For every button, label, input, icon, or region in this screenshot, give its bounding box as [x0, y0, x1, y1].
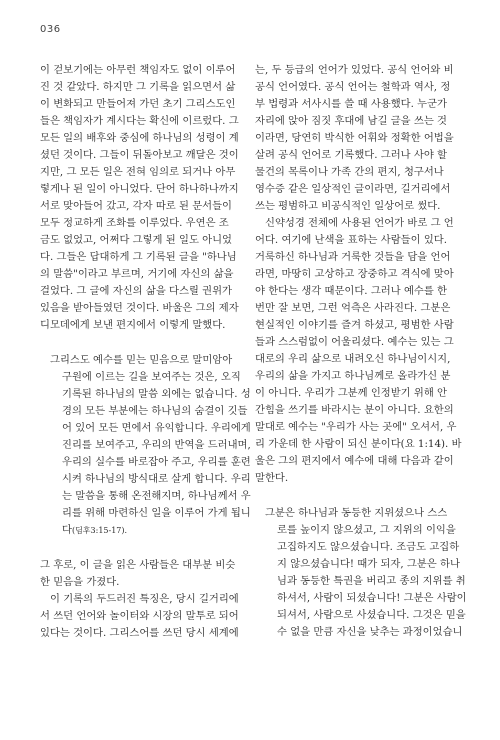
- text-line: 이 기록의 두드러진 특징은, 당시 길거리에: [50, 593, 239, 605]
- text-line: 거룩하신 하나님과 거룩한 것들을 담을 언어: [255, 251, 451, 263]
- text-line: 디모데에게 보낸 편지에서 이렇게 말했다.: [40, 319, 226, 331]
- text-line: 살려 공식 언어로 기록했다. 그러나 사야 할: [255, 149, 448, 161]
- text-line: 물건의 목록이나 가족 간의 편지, 청구서나: [255, 166, 444, 178]
- quote-line: [40, 522, 232, 539]
- text-line: 서로 맞아들어 갔고, 각자 따로 된 문서들이: [40, 200, 233, 212]
- text-line: 야 한다는 생각 때문이다. 그러나 예수를 한: [255, 285, 448, 297]
- left-column: [40, 62, 251, 642]
- quote-line: 하셔서, 사람이 되셨습니다! 그분은 사람이: [277, 592, 467, 604]
- text-line: 셨던 것이다. 그들이 뒤돌아보고 깨달은 것이: [40, 149, 239, 161]
- text-line: 있다는 것이다. 그리스어를 쓰던 당시 세계에: [40, 627, 239, 639]
- text-line: 들은 책임자가 계시다는 확신에 이르렀다. 그: [40, 115, 239, 127]
- text-line: 이 아니다. 우리가 그분께 인정받기 위해 안: [255, 387, 448, 399]
- text-line: 대로의 우리 삶으로 내려오신 하나님이시지,: [255, 353, 451, 365]
- text-line: 쓰는 평범하고 비공식적인 일상어로 썼다.: [255, 200, 441, 212]
- text-line: 리 가운데 한 사람이 되신 분이다(요 1:14). 바: [255, 438, 462, 450]
- quote-line: 는 말씀을 통해 온전해지며, 하나님께서 우: [62, 490, 251, 502]
- text-line: 이라면, 당연히 박식한 어휘와 정확한 어법을: [255, 132, 454, 144]
- right-paragraph-2: [255, 215, 462, 487]
- text-line: 모든 일의 배후와 중심에 하나님의 성령이 계: [40, 132, 239, 144]
- quote-line: 어 있어 모든 면에서 유익합니다. 우리에게: [62, 422, 251, 434]
- text-line: 라면, 마땅히 고상하고 장중하고 격식에 맞아: [255, 268, 454, 280]
- quote-line: 진리를 보여주고, 우리의 반역을 드러내며,: [62, 439, 251, 451]
- page-number: 036: [40, 24, 61, 35]
- quote-line: 시켜 하나님의 방식대로 살게 합니다. 우리: [62, 473, 251, 485]
- text-line: 렇게나 된 일이 아니었다. 단어 하나하나까지: [40, 183, 239, 195]
- text-line: 모두 정교하게 조화를 이루었다. 우연은 조: [40, 217, 229, 229]
- text-line: 우리의 삶을 가지고 하나님께로 올라가신 분: [255, 370, 451, 382]
- text-line: 그 후로, 이 글을 읽은 사람들은 대부분 비슷: [40, 559, 236, 571]
- quote-line: 고집하지도 않으셨습니다. 조금도 고집하: [277, 541, 460, 553]
- left-block-quote: [40, 352, 251, 539]
- text-line: 의 말씀"이라고 부르며, 거기에 자신의 삶을: [40, 268, 234, 280]
- text-line: 다. 그들은 답대하게 그 기록된 글을 "하나님: [40, 251, 237, 263]
- left-paragraph-1: [40, 62, 239, 334]
- left-paragraph-2: [40, 557, 239, 642]
- quote-line: 그리스도 예수를 믿는 믿음으로 말미암아: [50, 354, 233, 366]
- text-line: 간힘을 쓰기를 바라시는 분이 아니다. 요한의: [255, 404, 454, 416]
- text-line: 현실적인 이야기를 즐겨 하셨고, 평범한 사람: [255, 319, 454, 331]
- text-line: 부 법령과 서사시를 쓸 때 사용했다. 누군가: [255, 98, 448, 110]
- text-line: 있음을 받아들였던 것이다. 바울은 그의 제자: [40, 302, 239, 314]
- quote-line: 리를 위해 마련하신 일을 이루어 가게 됩니: [62, 507, 251, 519]
- text-line: 번만 잘 보면, 그런 억측은 사라진다. 그분은: [255, 302, 451, 314]
- text-line: 서 쓰던 언어와 놀이터와 시장의 말투로 되어: [40, 610, 239, 622]
- quote-line: 구원에 이르는 길을 보여주는 것은, 오직: [62, 371, 241, 383]
- quote-line: 경의 모든 부분에는 하나님의 숨결이 깃들: [62, 405, 248, 417]
- text-line: 영수증 같은 일상적인 글이라면, 길거리에서: [255, 183, 451, 195]
- text-line: 들과 스스럼없이 어울리셨다. 예수는 있는 그: [255, 336, 454, 348]
- text-line: 한 믿음을 가졌다.: [40, 576, 120, 588]
- text-line: 금도 없었고, 어쩌다 그렇게 된 일도 아니었: [40, 234, 233, 246]
- text-line: 는, 두 등급의 언어가 있었다. 공식 언어와 비: [255, 64, 454, 76]
- text-line: 자리에 앉아 짐짓 후대에 남길 글을 쓰는 것: [255, 115, 448, 127]
- quote-line: 기록된 하나님의 말씀 외에는 없습니다. 성: [62, 388, 251, 400]
- text-line: 신약성경 전체에 사용된 언어가 바로 그 언: [265, 217, 454, 229]
- text-line: 진 것 같았다. 하지만 그 기록을 읽으면서 삶: [40, 81, 236, 93]
- right-paragraph-1: [255, 62, 454, 215]
- quote-line: 그분은 하나님과 동등한 지위셨으나 스스: [265, 507, 448, 519]
- right-block-quote: [255, 505, 467, 641]
- text-line: 지만, 그 모든 일은 전혀 임의로 되거나 아무: [40, 166, 236, 178]
- quote-line: 수 없을 만큼 자신을 낮추는 과정이었습니: [277, 626, 463, 638]
- quote-line: 로를 높이지 않으셨고, 그 지위의 이익을: [277, 524, 456, 536]
- text-line: 말대로 예수는 "우리가 사는 곳에" 오셔서, 우: [255, 421, 457, 433]
- text-line: 걸었다. 그 글에 자신의 삶을 다스릴 권위가: [40, 285, 233, 297]
- text-line: 이 걷보기에는 아무런 책임자도 없이 이루어: [40, 64, 236, 76]
- scripture-reference: (딤후3:15-17).: [71, 526, 128, 535]
- text-line: 말한다.: [255, 472, 289, 484]
- text-line: 울은 그의 편지에서 예수에 대해 다음과 같이: [255, 455, 454, 467]
- quote-line-end: 다: [62, 524, 72, 536]
- quote-line: 지 않으셨습니다! 때가 되자, 그분은 하나: [277, 558, 460, 570]
- quote-line: 우리의 실수를 바로잡아 주고, 우리를 훈련: [62, 456, 251, 468]
- text-line: 이 변화되고 만들어져 가던 초기 그리스도인: [40, 98, 236, 110]
- right-column: [255, 62, 467, 641]
- text-line: 어다. 여기에 난색을 표하는 사람들이 있다.: [255, 234, 448, 246]
- quote-line: 님과 동등한 특권을 버리고 종의 지위를 취: [277, 575, 466, 587]
- text-line: 공식 언어였다. 공식 언어는 철학과 역사, 정: [255, 81, 451, 93]
- quote-line: 되셔서, 사람으로 사셨습니다. 그것은 믿을: [277, 609, 466, 621]
